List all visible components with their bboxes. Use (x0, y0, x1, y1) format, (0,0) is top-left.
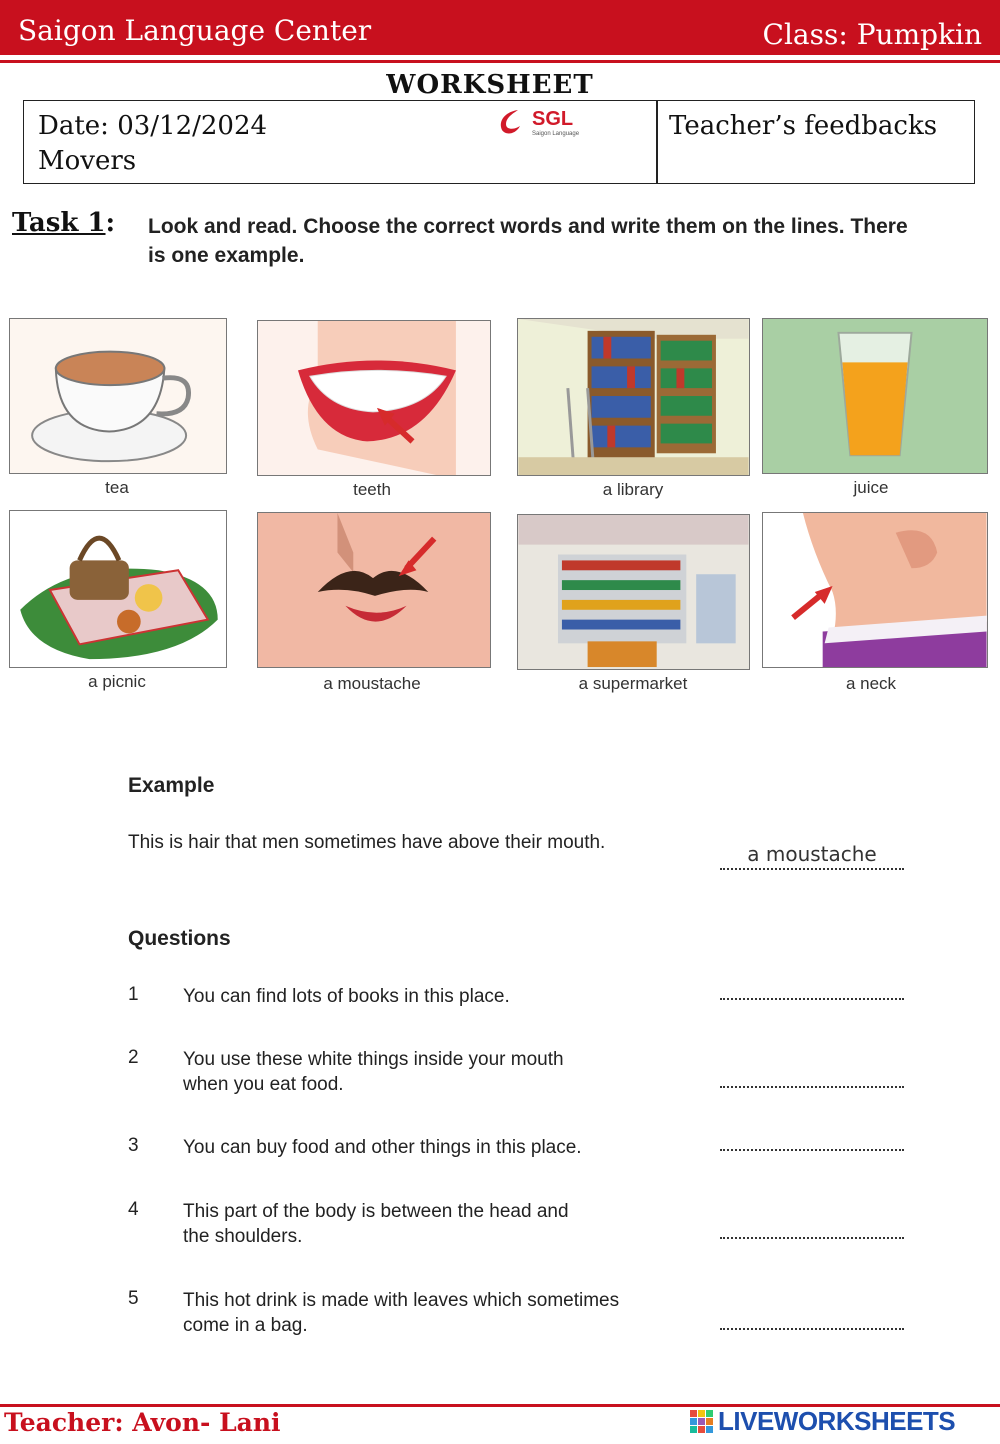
teacup-icon (10, 319, 226, 473)
store-shelves-icon (518, 515, 749, 669)
picnic-basket-icon (10, 511, 226, 667)
caption-tea: tea (105, 478, 129, 497)
worksheet-title: WORKSHEET (386, 70, 594, 100)
header-bar (0, 0, 1000, 55)
question-text: You can find lots of books in this place. (183, 986, 510, 1007)
header-divider (0, 60, 1000, 63)
task-instruction: Look and read. Choose the correct words and write them on the lines. There is one example. (148, 215, 908, 267)
question-number: 5 (128, 1288, 139, 1309)
question-text: This part of the body is between the head and the shoulders. (183, 1201, 569, 1247)
picture-teeth (257, 320, 491, 476)
picture-tea (9, 318, 227, 474)
picture-juice (762, 318, 988, 474)
answer-input-2[interactable] (720, 1086, 904, 1088)
question-text: This hot drink is made with leaves which sometimes come in a bag. (183, 1290, 620, 1336)
picture-library (517, 318, 750, 476)
example-text: This is hair that men sometimes have above their mouth. (128, 832, 606, 853)
logo-subtext: Saigon Language (532, 131, 580, 137)
date-label: Date: 03/12/2024 (38, 111, 268, 141)
example-answer: a moustache (747, 842, 877, 866)
level-label: Movers (38, 146, 137, 176)
caption-moustache: a moustache (323, 674, 421, 693)
liveworksheets-text: LIVEWORKSHEETS (718, 1406, 956, 1436)
question-number: 3 (128, 1135, 139, 1156)
caption-supermarket: a supermarket (578, 674, 688, 693)
example-answer-line (720, 868, 904, 870)
smile-teeth-icon (258, 321, 490, 475)
caption-library: a library (602, 480, 664, 499)
question-number: 2 (128, 1047, 139, 1068)
questions-heading: Questions (128, 927, 231, 950)
feedback-label: Teacher’s feedbacks (669, 111, 938, 141)
moustache-icon (258, 513, 490, 667)
picture-picnic (9, 510, 227, 668)
question-text: You can buy food and other things in this place. (183, 1137, 582, 1158)
logo-text: SGL (532, 108, 574, 130)
answer-input-4[interactable] (720, 1237, 904, 1239)
answer-input-1[interactable] (720, 998, 904, 1000)
teacher-name: Teacher: Avon- Lani (4, 1408, 281, 1437)
class-label: Class: Pumpkin (762, 18, 982, 51)
caption-juice: juice (853, 478, 889, 497)
caption-teeth: teeth (353, 480, 391, 499)
picture-neck (762, 512, 988, 668)
juice-glass-icon (763, 319, 987, 473)
picture-moustache (257, 512, 491, 668)
task-colon: : (105, 208, 116, 238)
answer-input-5[interactable] (720, 1328, 904, 1330)
task-heading (12, 208, 115, 238)
liveworksheets-grid-icon (690, 1410, 714, 1434)
caption-picnic: a picnic (88, 672, 146, 691)
info-box (23, 100, 975, 184)
bookshelf-icon (518, 319, 749, 475)
question-number: 4 (128, 1199, 139, 1220)
caption-neck: a neck (845, 674, 897, 693)
neck-icon (763, 513, 987, 667)
picture-supermarket (517, 514, 750, 670)
info-divider (656, 101, 658, 183)
sgl-logo (494, 106, 594, 142)
question-text: You use these white things inside your mouth when you eat food. (183, 1049, 564, 1095)
question-number: 1 (128, 984, 139, 1005)
sgl-swirl-icon (494, 106, 528, 140)
answer-input-3[interactable] (720, 1149, 904, 1151)
example-heading: Example (128, 774, 215, 797)
center-name: Saigon Language Center (18, 14, 372, 47)
task-label: Task 1 (12, 208, 106, 238)
